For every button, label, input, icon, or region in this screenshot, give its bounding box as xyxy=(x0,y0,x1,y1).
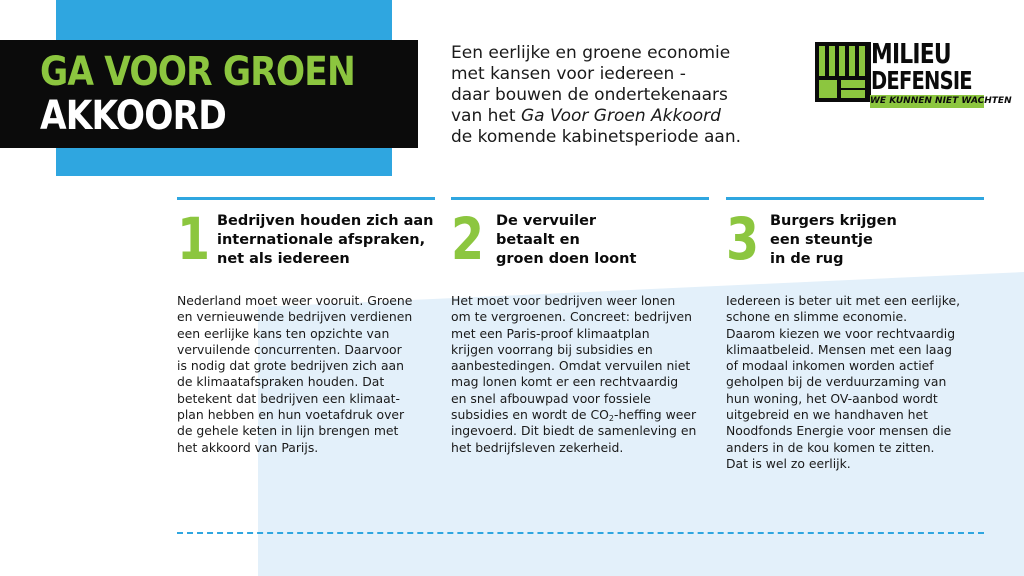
body-line: of modaal inkomen worden actief xyxy=(726,358,934,374)
heading-line: De vervuiler xyxy=(496,213,597,229)
body-line: om te vergroenen. Concreet: bedrijven xyxy=(451,309,693,325)
intro-line-prefix: van het xyxy=(451,106,521,126)
body-line: Nederland moet weer vooruit. Groene xyxy=(177,293,413,308)
title-banner xyxy=(0,40,418,148)
body-line: is nodig dat grote bedrijven zich aan xyxy=(177,358,404,374)
heading-line: groen doen loont xyxy=(496,251,637,267)
body-line: klimaatbeleid. Mensen met een laag xyxy=(726,341,952,357)
body-line: een eerlijke kans ten opzichte van xyxy=(177,325,390,341)
column-body xyxy=(451,293,713,456)
body-line-co2 xyxy=(451,407,713,423)
body-line: anders in de kou komen te zitten. xyxy=(726,439,935,455)
body-line: Noodfonds Energie voor mensen die xyxy=(726,423,952,439)
body-line: uitgebreid en we handhaven het xyxy=(726,407,929,423)
body-line: plan hebben en hun voetafdruk over xyxy=(177,407,405,423)
body-line: het bedrijfsleven zekerheid. xyxy=(451,439,624,455)
heading-line: Bedrijven houden zich aan xyxy=(217,213,434,229)
intro-line-4 xyxy=(451,106,781,127)
body-line: krijgen voorrang bij subsidies en xyxy=(451,341,653,357)
body-line: Iedereen is beter uit met een eerlijke, xyxy=(726,293,961,308)
intro-line: Een eerlijke en groene economie xyxy=(451,43,731,63)
column-heading xyxy=(496,212,716,269)
body-line: Daarom kiezen we voor rechtvaardig xyxy=(726,325,956,341)
dashed-divider xyxy=(177,532,984,534)
column-number: 3 xyxy=(726,205,760,273)
column-body xyxy=(177,293,439,456)
intro-line: daar bouwen de ondertekenaars xyxy=(451,85,728,105)
body-line: hun woning, het OV-aanbod wordt xyxy=(726,390,938,406)
column-divider xyxy=(726,197,984,200)
intro-line: met kansen voor iedereen - xyxy=(451,64,686,84)
heading-line: Burgers krijgen xyxy=(770,213,897,229)
heading-line: betaalt en xyxy=(496,232,580,248)
column-body xyxy=(726,293,988,472)
heading-line: internationale afspraken, xyxy=(217,232,426,248)
logo-tagline: WE KUNNEN NIET WACHTEN xyxy=(870,96,1012,106)
column-divider xyxy=(177,197,435,200)
body-line: aanbestedingen. Omdat vervuilen niet xyxy=(451,358,691,374)
body-line: vervuilende concurrenten. Daarvoor xyxy=(177,341,402,357)
body-line: en vernieuwende bedrijven verdienen xyxy=(177,309,413,325)
logo-word-2: DEFENSIE xyxy=(871,66,972,95)
intro-line: de komende kabinetsperiode aan. xyxy=(451,127,742,147)
heading-line: net als iedereen xyxy=(217,251,350,267)
title-line-1: GA VOOR GROEN xyxy=(40,49,355,95)
body-line: Dat is wel zo eerlijk. xyxy=(726,455,851,471)
body-line: mag lonen komt er een rechtvaardig xyxy=(451,374,679,390)
body-line: de klimaatafspraken houden. Dat xyxy=(177,374,385,390)
co2-prefix: subsidies en wordt de CO xyxy=(451,407,609,423)
agreement-name: Ga Voor Groen Akkoord xyxy=(520,106,721,126)
column-heading xyxy=(770,212,990,269)
co2-subscript: 2 xyxy=(608,414,614,424)
column-heading xyxy=(217,212,437,269)
body-line: de gehele keten in lijn brengen met xyxy=(177,423,399,439)
logo-word-1: MILIEU xyxy=(871,37,951,70)
column-number: 1 xyxy=(177,205,211,273)
milieudefensie-logo xyxy=(815,37,1012,110)
body-line: ingevoerd. Dit biedt de samenleving en xyxy=(451,423,697,439)
body-line: het akkoord van Parijs. xyxy=(177,439,319,455)
title-line-2: AKKOORD xyxy=(40,93,226,139)
column-divider xyxy=(451,197,709,200)
heading-line: in de rug xyxy=(770,251,844,267)
body-line: geholpen bij de verduurzaming van xyxy=(726,374,947,390)
logo-bars-icon xyxy=(815,42,871,102)
heading-line: een steuntje xyxy=(770,232,873,248)
co2-suffix: -heffing weer xyxy=(614,407,697,423)
body-line: met een Paris-proof klimaatplan xyxy=(451,325,650,341)
body-line: en snel afbouwpad voor fossiele xyxy=(451,390,651,406)
body-line: betekent dat bedrijven een klimaat- xyxy=(177,390,400,406)
body-line: schone en slimme economie. xyxy=(726,309,908,325)
intro-text xyxy=(451,43,781,148)
body-line: Het moet voor bedrijven weer lonen xyxy=(451,293,676,308)
column-number: 2 xyxy=(451,205,485,273)
